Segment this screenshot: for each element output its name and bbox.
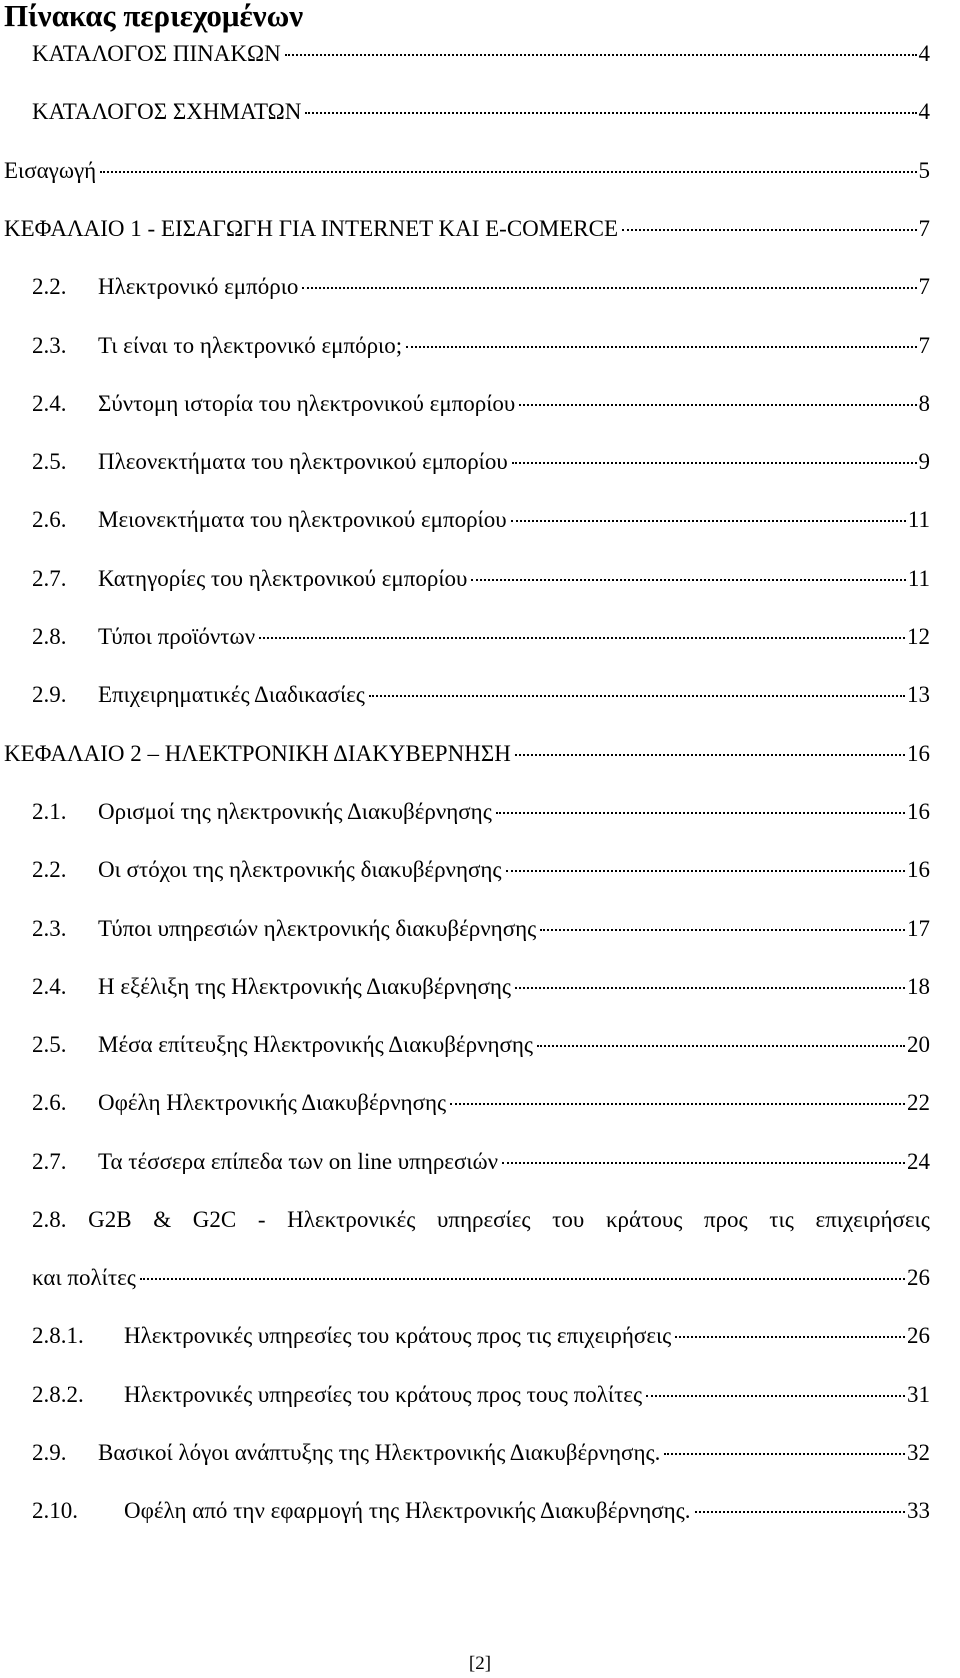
toc-entry-word: -	[257, 1207, 266, 1232]
toc-entry-text: ΚΑΤΑΛΟΓΟΣ ΣΧΗΜΑΤΩΝ	[32, 99, 302, 124]
toc-entry-page: 31	[907, 1382, 930, 1407]
toc-entry[interactable]	[32, 794, 930, 830]
toc-entry[interactable]	[32, 1377, 930, 1413]
toc-entry[interactable]	[32, 328, 930, 364]
toc-entry-text: Τα τέσσερα επίπεδα των on line υπηρεσιών	[98, 1149, 499, 1174]
toc-entry-word: Ηλεκτρονικές	[287, 1207, 416, 1232]
toc-entry-number: 2.5.	[32, 1032, 67, 1057]
toc-entry-number: 2.9.	[32, 682, 67, 707]
toc-entry-page: 4	[918, 99, 930, 124]
dot-leader	[302, 287, 916, 289]
toc-entry[interactable]	[32, 386, 930, 422]
toc-entry-text: Ηλεκτρονικές υπηρεσίες του κράτους προς τους πολίτες	[124, 1382, 643, 1407]
toc-entry-text: Μειονεκτήματα του ηλεκτρονικού εμπορίου	[98, 507, 507, 532]
toc-entry[interactable]	[32, 619, 930, 655]
toc-entry-number: 2.3.	[32, 333, 67, 358]
toc-entry-number: 2.7.	[32, 566, 67, 591]
toc-entry-page: 13	[907, 682, 930, 707]
toc-entry-text: Επιχειρηματικές Διαδικασίες	[98, 682, 365, 707]
toc-entry-text: Πλεονεκτήματα του ηλεκτρονικού εμπορίου	[98, 449, 508, 474]
toc-entry[interactable]	[32, 969, 930, 1005]
toc-entry-number: 2.4.	[32, 974, 67, 999]
toc-entry-text: Οφέλη Ηλεκτρονικής Διακυβέρνησης	[98, 1090, 447, 1115]
toc-entry-number: 2.6.	[32, 507, 67, 532]
dot-leader	[506, 870, 905, 872]
toc-entry-number: 2.2.	[32, 857, 67, 882]
toc-entry-number: 2.4.	[32, 391, 67, 416]
dot-leader	[259, 637, 905, 639]
toc-entry[interactable]	[32, 94, 930, 130]
toc-entry-number: 2.10.	[32, 1498, 78, 1523]
toc-entry-text: Εισαγωγή	[4, 158, 97, 183]
toc-entry-number: 2.8.2.	[32, 1382, 84, 1407]
toc-entry-text: Μέσα επίτευξης Ηλεκτρονικής Διακυβέρνησης	[98, 1032, 534, 1057]
toc-entry-word: &	[153, 1207, 172, 1232]
toc-entry-text: ΚΑΤΑΛΟΓΟΣ ΠΙΝΑΚΩΝ	[32, 41, 281, 66]
toc-entry-page: 20	[907, 1032, 930, 1057]
toc-entry[interactable]	[4, 153, 930, 189]
dot-leader	[285, 54, 917, 56]
toc-entry-wrapped-line1[interactable]	[32, 1202, 930, 1238]
toc-entry[interactable]	[32, 852, 930, 888]
toc-entry-page: 26	[907, 1323, 930, 1348]
toc-entry[interactable]	[32, 502, 930, 538]
dot-leader	[369, 695, 905, 697]
toc-entry[interactable]	[32, 1144, 930, 1180]
toc-entry[interactable]	[32, 1027, 930, 1063]
toc-entry-word: G2C	[192, 1207, 237, 1232]
toc-entry-page: 16	[907, 741, 930, 766]
toc-entry-word: προς	[703, 1207, 748, 1232]
toc-entry-word: κράτους	[605, 1207, 683, 1232]
dot-leader	[502, 1162, 905, 1164]
page-number: [2]	[468, 1653, 492, 1674]
toc-entry-number: 2.5.	[32, 449, 67, 474]
toc-entry-page: 5	[918, 158, 930, 183]
toc-entry-number: 2.3.	[32, 916, 67, 941]
toc-entry-page: 8	[918, 391, 930, 416]
toc-entry-number: 2.8.1.	[32, 1323, 84, 1348]
toc-entry-page: 11	[907, 566, 930, 591]
dot-leader	[140, 1278, 905, 1280]
dot-leader	[100, 171, 916, 173]
toc-entry[interactable]	[4, 211, 930, 247]
toc-entry-page: 16	[907, 857, 930, 882]
dot-leader	[646, 1395, 905, 1397]
toc-entry[interactable]	[32, 1435, 930, 1471]
toc-entry-text: Σύντομη ιστορία του ηλεκτρονικού εμπορίου	[98, 391, 516, 416]
toc-entry[interactable]	[32, 444, 930, 480]
dot-leader	[515, 987, 905, 989]
toc-entry-text: Ηλεκτρονικό εμπόριο	[98, 274, 299, 299]
toc-entry-text: ΚΕΦΑΛΑΙΟ 1 - ΕΙΣΑΓΩΓΗ ΓΙΑ INTERNET ΚΑΙ E-COMERCE	[4, 216, 619, 241]
dot-leader	[695, 1511, 905, 1513]
toc-entry-number: 2.8.	[32, 1207, 67, 1232]
dot-leader	[511, 520, 906, 522]
dot-leader	[512, 462, 917, 464]
dot-leader	[450, 1103, 905, 1105]
toc-entry[interactable]	[32, 911, 930, 947]
dot-leader	[515, 754, 905, 756]
toc-entry[interactable]	[32, 561, 930, 597]
dot-leader	[540, 929, 905, 931]
toc-entry-text: Βασικοί λόγοι ανάπτυξης της Ηλεκτρονικής Διακυβέρνησης.	[98, 1440, 661, 1465]
toc-entry-text: Οι στόχοι της ηλεκτρονικής διακυβέρνησης	[98, 857, 502, 882]
toc-entry-word: τις	[769, 1207, 794, 1232]
toc-entry-text: και πολίτες	[32, 1265, 136, 1290]
dot-leader	[305, 112, 916, 114]
toc-entry-text: Ορισμοί της ηλεκτρονικής Διακυβέρνησης	[98, 799, 492, 824]
toc-entry-page: 32	[907, 1440, 930, 1465]
toc-entry-page: 22	[907, 1090, 930, 1115]
toc-entry-page: 7	[918, 216, 930, 241]
dot-leader	[664, 1453, 905, 1455]
toc-entry-wrapped-line2[interactable]	[32, 1260, 930, 1296]
toc-entry[interactable]	[32, 677, 930, 713]
toc-entry-text: Η εξέλιξη της Ηλεκτρονικής Διακυβέρνησης	[98, 974, 511, 999]
dot-leader	[519, 404, 916, 406]
toc-entry-page: 17	[907, 916, 930, 941]
toc-entry-text: Τύποι υπηρεσιών ηλεκτρονικής διακυβέρνησης	[98, 916, 537, 941]
toc-entry-number: 2.2.	[32, 274, 67, 299]
toc-entry-page: 24	[907, 1149, 930, 1174]
toc-entry-page: 26	[907, 1265, 930, 1290]
toc-entry-text: Ηλεκτρονικές υπηρεσίες του κράτους προς τις επιχειρήσεις	[124, 1323, 672, 1348]
toc-entry-text: Τι είναι το ηλεκτρονικό εμπόριο;	[98, 333, 403, 358]
toc-entry-number: 2.6.	[32, 1090, 67, 1115]
toc-entry-page: 11	[907, 507, 930, 532]
toc-entry[interactable]	[32, 1493, 930, 1529]
toc-entry-number: 2.1.	[32, 799, 67, 824]
toc-entry-page: 4	[918, 41, 930, 66]
toc-entry[interactable]	[32, 1318, 930, 1354]
toc-entry-number: 2.7.	[32, 1149, 67, 1174]
toc-entry-text: Οφέλη από την εφαρμογή της Ηλεκτρονικής Διακυβέρνησης.	[124, 1498, 691, 1523]
toc-entry[interactable]	[4, 736, 930, 772]
toc-entry[interactable]	[32, 36, 930, 72]
dot-leader	[622, 229, 916, 231]
toc-entry-text: Τύποι προϊόντων	[98, 624, 256, 649]
toc-entry-word: G2B	[88, 1207, 132, 1232]
toc-entry-page: 33	[907, 1498, 930, 1523]
toc-entry-page: 7	[918, 333, 930, 358]
dot-leader	[675, 1336, 905, 1338]
toc-entry[interactable]	[32, 269, 930, 305]
toc-entry-page: 18	[907, 974, 930, 999]
toc-entry-page: 7	[918, 274, 930, 299]
toc-title: Πίνακας περιεχομένων	[4, 0, 304, 33]
toc-entry-page: 12	[907, 624, 930, 649]
toc-entry-word: υπηρεσίες	[437, 1207, 531, 1232]
toc-entry[interactable]	[32, 1085, 930, 1121]
toc-entry-text: ΚΕΦΑΛΑΙΟ 2 – ΗΛΕΚΤΡΟΝΙΚΗ ΔΙΑΚΥΒΕΡΝΗΣΗ	[4, 741, 511, 766]
toc-entry-number: 2.8.	[32, 624, 67, 649]
toc-entry-number: 2.9.	[32, 1440, 67, 1465]
dot-leader	[406, 346, 916, 348]
toc-entry-word: επιχειρήσεις	[815, 1207, 930, 1232]
toc-entry-word: του	[552, 1207, 585, 1232]
toc-entry-page: 16	[907, 799, 930, 824]
dot-leader	[471, 579, 905, 581]
toc-entry-page: 9	[918, 449, 930, 474]
dot-leader	[537, 1045, 905, 1047]
toc-entry-text: Κατηγορίες του ηλεκτρονικού εμπορίου	[98, 566, 468, 591]
dot-leader	[496, 812, 905, 814]
